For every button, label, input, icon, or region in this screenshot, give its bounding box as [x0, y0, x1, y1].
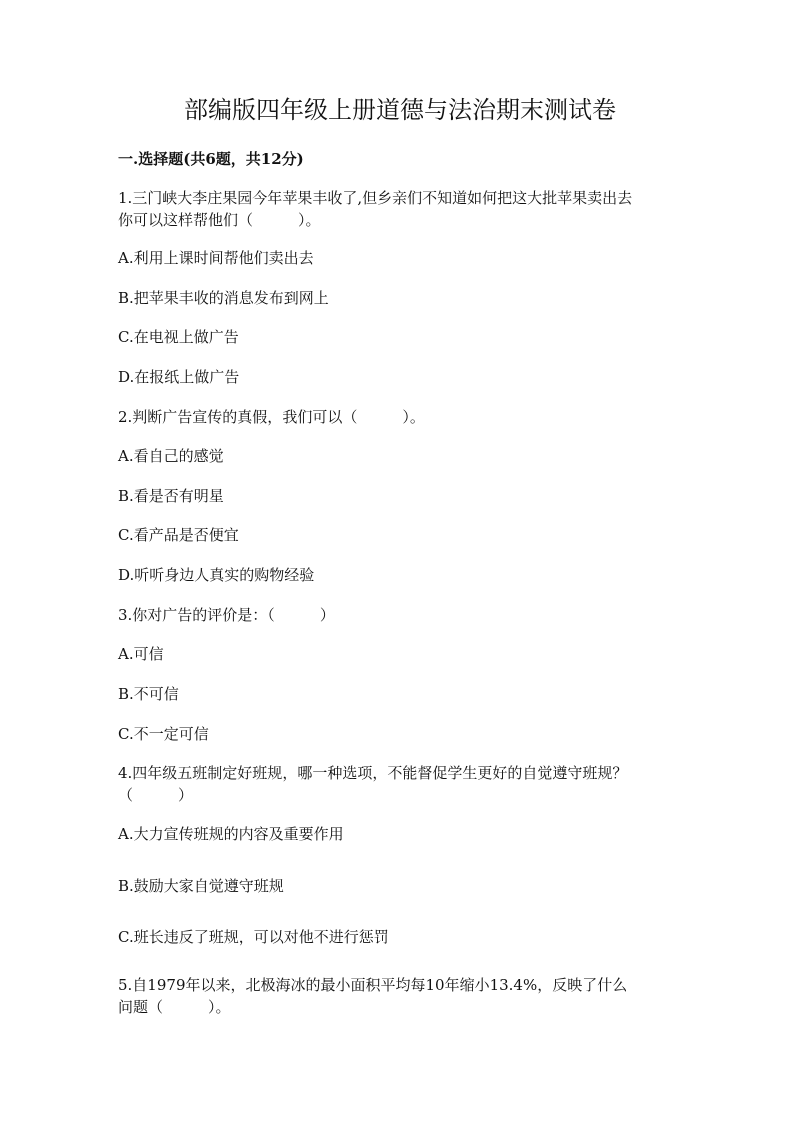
- question-5-stem-line-2: 问题（ ）。: [118, 998, 231, 1016]
- question-3-option-a: A.可信: [118, 645, 164, 663]
- question-1-option-a: A.利用上课时间帮他们卖出去: [118, 249, 314, 267]
- section-heading: 一.选择题(共6题，共12分): [118, 150, 304, 168]
- question-2-option-c: C.看产品是否便宜: [118, 526, 239, 544]
- question-1-stem-line-1: 1.三门峡大李庄果园今年苹果丰收了,但乡亲们不知道如何把这大批苹果卖出去: [118, 189, 633, 207]
- question-2-option-a: A.看自己的感觉: [118, 447, 224, 465]
- question-3-stem-line-1: 3.你对广告的评价是：（ ）: [118, 606, 335, 624]
- question-2-option-b: B.看是否有明星: [118, 487, 224, 505]
- question-1-option-b: B.把苹果丰收的消息发布到网上: [118, 289, 329, 307]
- question-4-option-a: A.大力宣传班规的内容及重要作用: [118, 825, 344, 843]
- question-4-option-b: B.鼓励大家自觉遵守班规: [118, 877, 284, 895]
- question-4-stem-line-1: 4.四年级五班制定好班规，哪一种选项，不能督促学生更好的自觉遵守班规？: [118, 764, 628, 782]
- question-1-option-c: C.在电视上做广告: [118, 328, 239, 346]
- question-2-stem-line-1: 2.判断广告宣传的真假，我们可以（ ）。: [118, 408, 425, 426]
- question-5-stem-line-1: 5.自1979年以来，北极海冰的最小面积平均每10年缩小13.4%，反映了什么: [118, 976, 628, 994]
- question-4-option-c: C.班长违反了班规，可以对他不进行惩罚: [118, 928, 389, 946]
- question-1-stem-line-2: 你可以这样帮他们（ ）。: [118, 211, 321, 229]
- question-4-stem-line-2: （ ）: [118, 786, 194, 804]
- document-title: 部编版四年级上册道德与法治期末测试卷: [184, 96, 616, 124]
- question-1-option-d: D.在报纸上做广告: [118, 368, 240, 386]
- question-3-option-b: B.不可信: [118, 685, 179, 703]
- question-2-option-d: D.听听身边人真实的购物经验: [118, 566, 315, 584]
- question-3-option-c: C.不一定可信: [118, 725, 209, 743]
